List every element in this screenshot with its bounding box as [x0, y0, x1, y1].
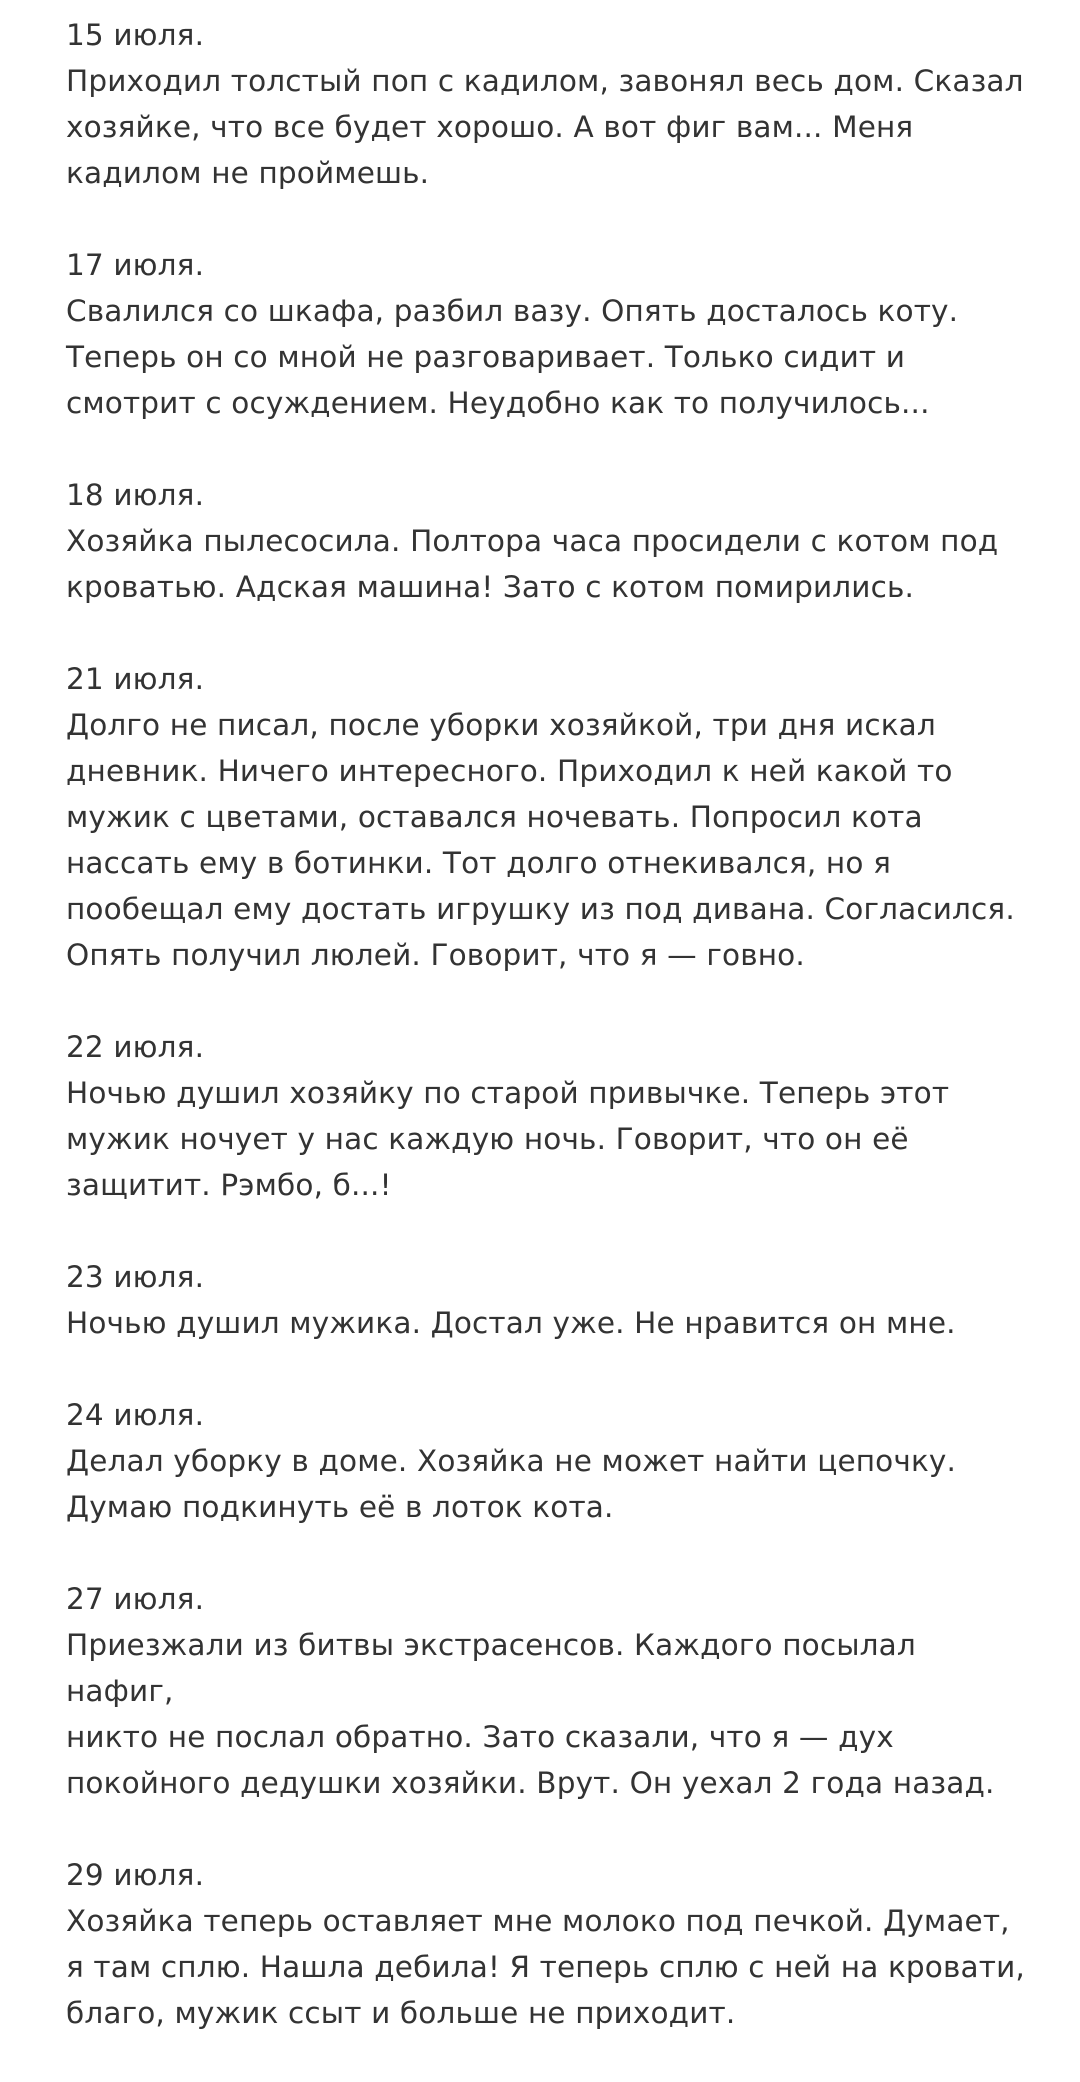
diary-entry — [66, 656, 1026, 978]
entry-date: 23 июля. — [66, 1260, 205, 1294]
entry-text: Приезжали из битвы экстрасенсов. Каждого посылал нафиг, никто не послал обратно. Зато сказали, что я — дух покойного дедушки хозяйки. Врут. Он уехал 2 года назад. — [66, 1628, 995, 1800]
diary-entry — [66, 1576, 1026, 1806]
entry-text: Хозяйка теперь оставляет мне молоко под печкой. Думает, я там сплю. Нашла дебила! Я теперь сплю с ней на кровати, благо, мужик ссыт и больше не приходит. — [66, 1904, 1025, 2030]
diary-entry — [66, 1254, 1026, 1346]
diary-entry — [66, 12, 1026, 196]
entry-date: 29 июля. — [66, 1858, 205, 1892]
entry-text: Долго не писал, после уборки хозяйкой, три дня искал дневник. Ничего интересного. Приходил к ней какой то мужик с цветами, оставался ночевать. Попросил кота нассать ему в ботинки. Тот долго отнекивался, но я пообещал ему достать игрушку из под дивана. Согласился. Опять получил люлей. Говорит, что я — говно. — [66, 708, 1015, 972]
entry-date: 22 июля. — [66, 1030, 205, 1064]
entry-date: 24 июля. — [66, 1398, 205, 1432]
entry-date: 27 июля. — [66, 1582, 205, 1616]
diary-entry — [66, 472, 1026, 610]
entry-text: Ночью душил мужика. Достал уже. Не нравится он мне. — [66, 1306, 956, 1340]
entry-date: 17 июля. — [66, 248, 205, 282]
entry-text: Делал уборку в доме. Хозяйка не может найти цепочку. Думаю подкинуть её в лоток кота. — [66, 1444, 957, 1524]
entry-text: Приходил толстый поп с кадилом, завонял весь дом. Сказал хозяйке, что все будет хорошо. А вот фиг вам... Меня кадилом не проймешь. — [66, 64, 1024, 190]
entry-date: 21 июля. — [66, 662, 205, 696]
diary-entry — [66, 1024, 1026, 1208]
entry-text: Свалился со шкафа, разбил вазу. Опять досталось коту. Теперь он со мной не разговаривает. Только сидит и смотрит с осуждением. Неудобно как то получилось... — [66, 294, 959, 420]
entry-date: 18 июля. — [66, 478, 205, 512]
diary-entry — [66, 1392, 1026, 1530]
entry-text: Ночью душил хозяйку по старой привычке. Теперь этот мужик ночует у нас каждую ночь. Говорит, что он её защитит. Рэмбо, б...! — [66, 1076, 950, 1202]
diary-entry — [66, 1852, 1026, 2036]
diary-entry — [66, 242, 1026, 426]
entry-date: 15 июля. — [66, 18, 205, 52]
entry-text: Хозяйка пылесосила. Полтора часа просидели с котом под кроватью. Адская машина! Зато с котом помирились. — [66, 524, 999, 604]
diary-text — [66, 12, 1026, 2082]
